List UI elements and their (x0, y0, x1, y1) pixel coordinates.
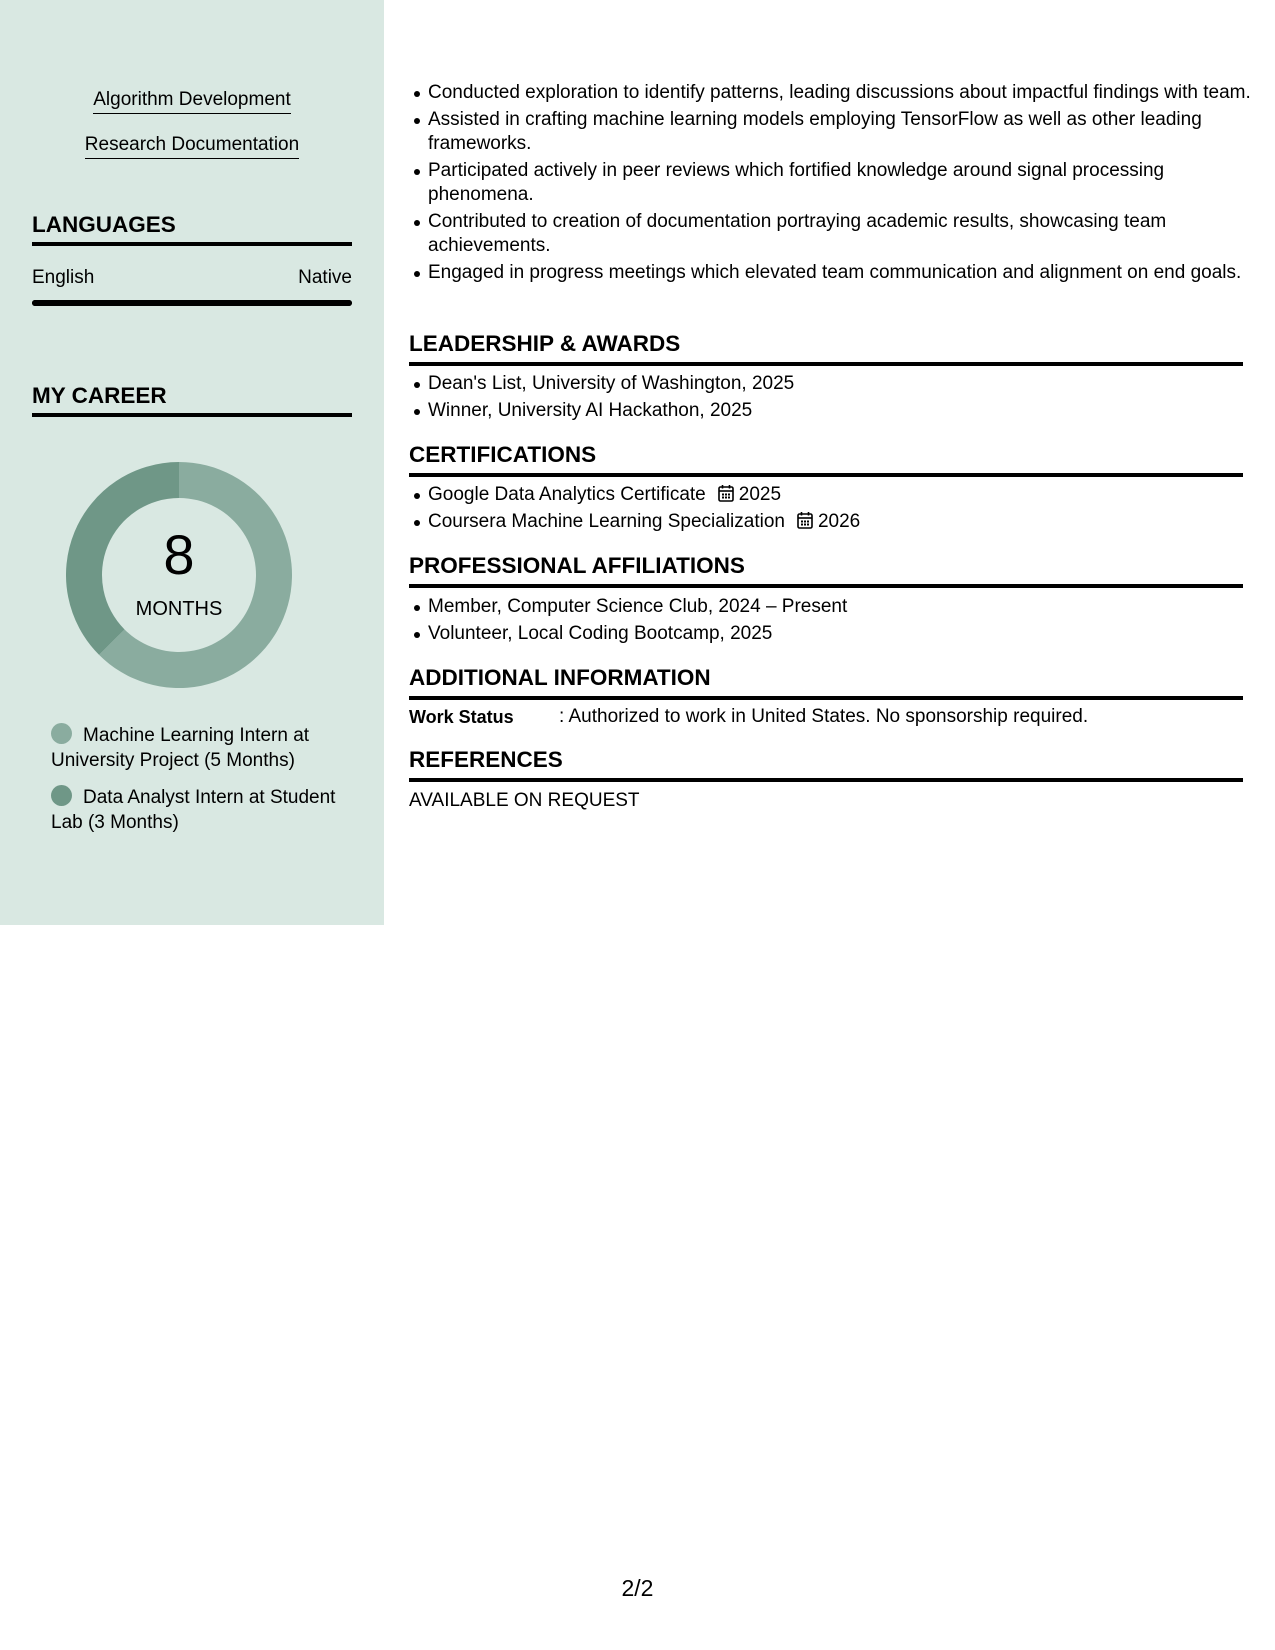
career-legend-item: Data Analyst Intern at Student Lab (3 Months) (51, 787, 336, 833)
donut-segment-1 (66, 462, 179, 655)
languages-heading: LANGUAGES (32, 211, 352, 246)
career-total-unit: MONTHS (135, 598, 223, 620)
affiliations-heading: PROFESSIONAL AFFILIATIONS (409, 552, 1243, 588)
legend-dot-icon (51, 723, 72, 744)
list-item: Member, Computer Science Club, 2024 – Present (428, 595, 1262, 619)
career-heading: MY CAREER (32, 382, 352, 417)
work-status-label: Work Status (409, 707, 514, 727)
list-item: Conducted exploration to identify patterns, leading discussions about impactful findings with team. (428, 81, 1262, 105)
page-number: 2/2 (621, 1575, 654, 1601)
list-item: Engaged in progress meetings which elevated team communication and alignment on end goals. (428, 261, 1262, 285)
calendar-icon (718, 484, 734, 502)
list-item: Winner, University AI Hackathon, 2025 (428, 399, 1262, 423)
experience-bullet-list (409, 81, 1262, 288)
certifications-list (409, 483, 1262, 537)
list-item: Dean's List, University of Washington, 2025 (428, 372, 1262, 396)
career-donut-chart (66, 462, 292, 688)
list-item: Google Data Analytics Certificate 2025 (428, 483, 1262, 507)
calendar-icon (797, 511, 813, 529)
list-item: Assisted in crafting machine learning models employing TensorFlow as well as other leading frameworks. (428, 108, 1262, 156)
work-status-value: : Authorized to work in United States. No sponsorship required. (559, 706, 1089, 727)
language-level: Native (298, 267, 352, 288)
leadership-heading: LEADERSHIP & AWARDS (409, 330, 1243, 366)
additional-info-heading: ADDITIONAL INFORMATION (409, 664, 1243, 700)
list-item: Coursera Machine Learning Specialization 2026 (428, 510, 1262, 534)
list-item: Contributed to creation of documentation portraying academic results, showcasing team achievements. (428, 210, 1262, 258)
language-proficiency-fill (32, 300, 352, 306)
language-proficiency-bar (32, 300, 352, 306)
career-legend-item: Machine Learning Intern at University Project (5 Months) (51, 725, 310, 771)
list-item: Participated actively in peer reviews which fortified knowledge around signal processing phenomena. (428, 159, 1262, 207)
references-heading: REFERENCES (409, 746, 1243, 782)
list-item: Volunteer, Local Coding Bootcamp, 2025 (428, 622, 1262, 646)
affiliations-list (409, 595, 1262, 649)
sidebar (0, 0, 384, 925)
language-name: English (32, 267, 95, 288)
leadership-list (409, 372, 1262, 426)
skill-item: Research Documentation (0, 133, 384, 159)
references-text: AVAILABLE ON REQUEST (409, 790, 640, 811)
certifications-heading: CERTIFICATIONS (409, 441, 1243, 477)
legend-dot-icon (51, 785, 72, 806)
skill-item: Algorithm Development (0, 88, 384, 114)
career-total-value: 8 (163, 523, 195, 586)
